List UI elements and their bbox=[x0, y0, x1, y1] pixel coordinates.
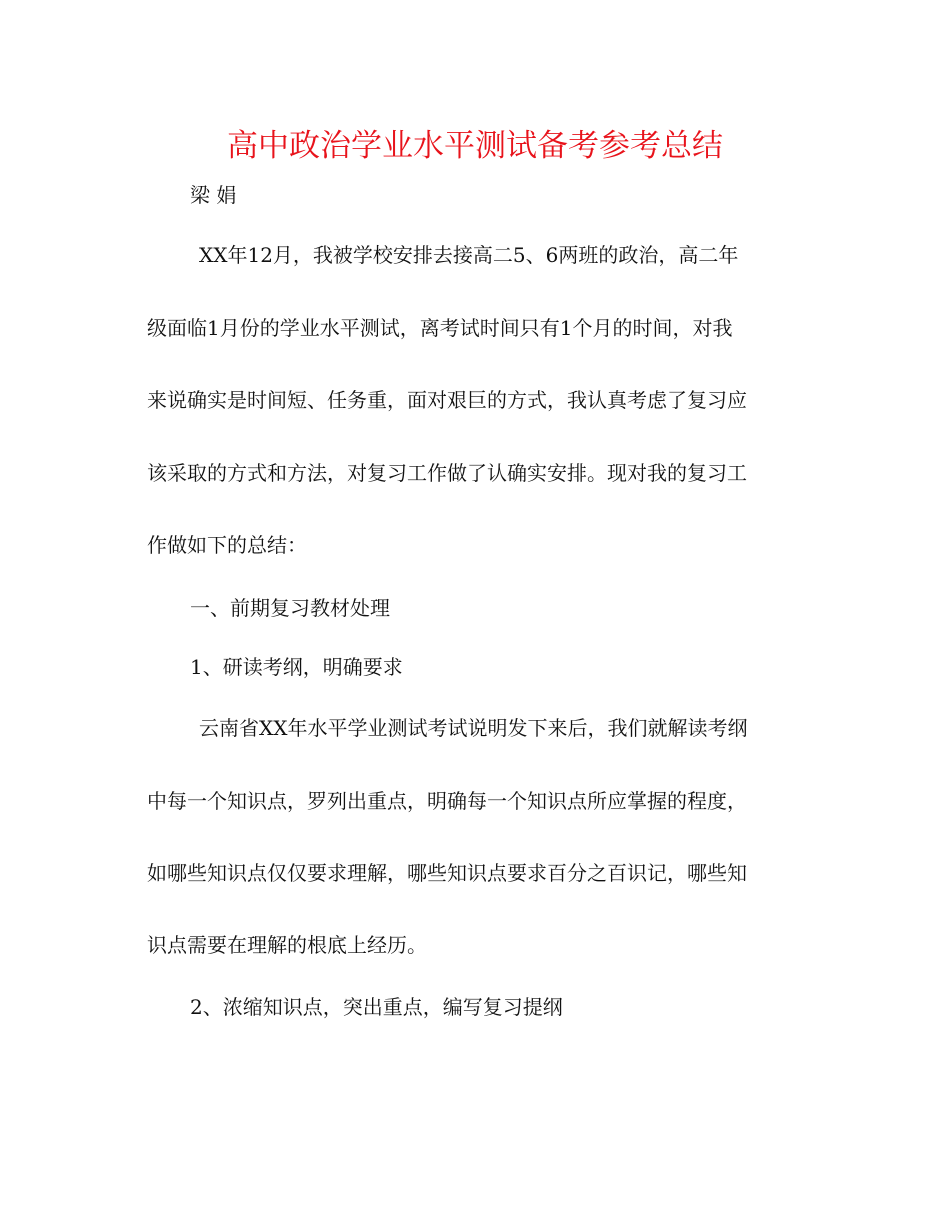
document-title: 高中政治学业水平测试备考参考总结 bbox=[227, 128, 723, 164]
paragraph-2-line-3: 如哪些知识点仅仅要求理解，哪些知识点要求百分之百识记，哪些知 bbox=[147, 861, 747, 885]
paragraph-2-line-4: 识点需要在理解的根底上经历。 bbox=[147, 933, 427, 957]
subsection-heading-2: 2、浓缩知识点，突出重点，编写复习提纲 bbox=[190, 995, 563, 1019]
section-heading-1: 一、前期复习教材处理 bbox=[190, 596, 390, 620]
paragraph-1-line-2: 级面临1月份的学业水平测试，离考试时间只有1个月的时间，对我 bbox=[147, 316, 733, 340]
paragraph-1-line-1: XX年12月，我被学校安排去接高二5、6两班的政治，高二年 bbox=[199, 243, 739, 267]
paragraph-2-line-1: 云南省XX年水平学业测试考试说明发下来后，我们就解读考纲 bbox=[199, 716, 748, 740]
paragraph-1-line-3: 来说确实是时间短、任务重，面对艰巨的方式，我认真考虑了复习应 bbox=[147, 388, 747, 412]
paragraph-2-line-2: 中每一个知识点，罗列出重点，明确每一个知识点所应掌握的程度， bbox=[147, 789, 747, 813]
subsection-heading-1: 1、研读考纲，明确要求 bbox=[190, 655, 403, 679]
paragraph-1-line-5: 作做如下的总结： bbox=[147, 533, 307, 557]
paragraph-1-line-4: 该采取的方式和方法，对复习工作做了认确实安排。现对我的复习工 bbox=[147, 461, 747, 485]
author-name: 梁 娟 bbox=[190, 183, 237, 207]
